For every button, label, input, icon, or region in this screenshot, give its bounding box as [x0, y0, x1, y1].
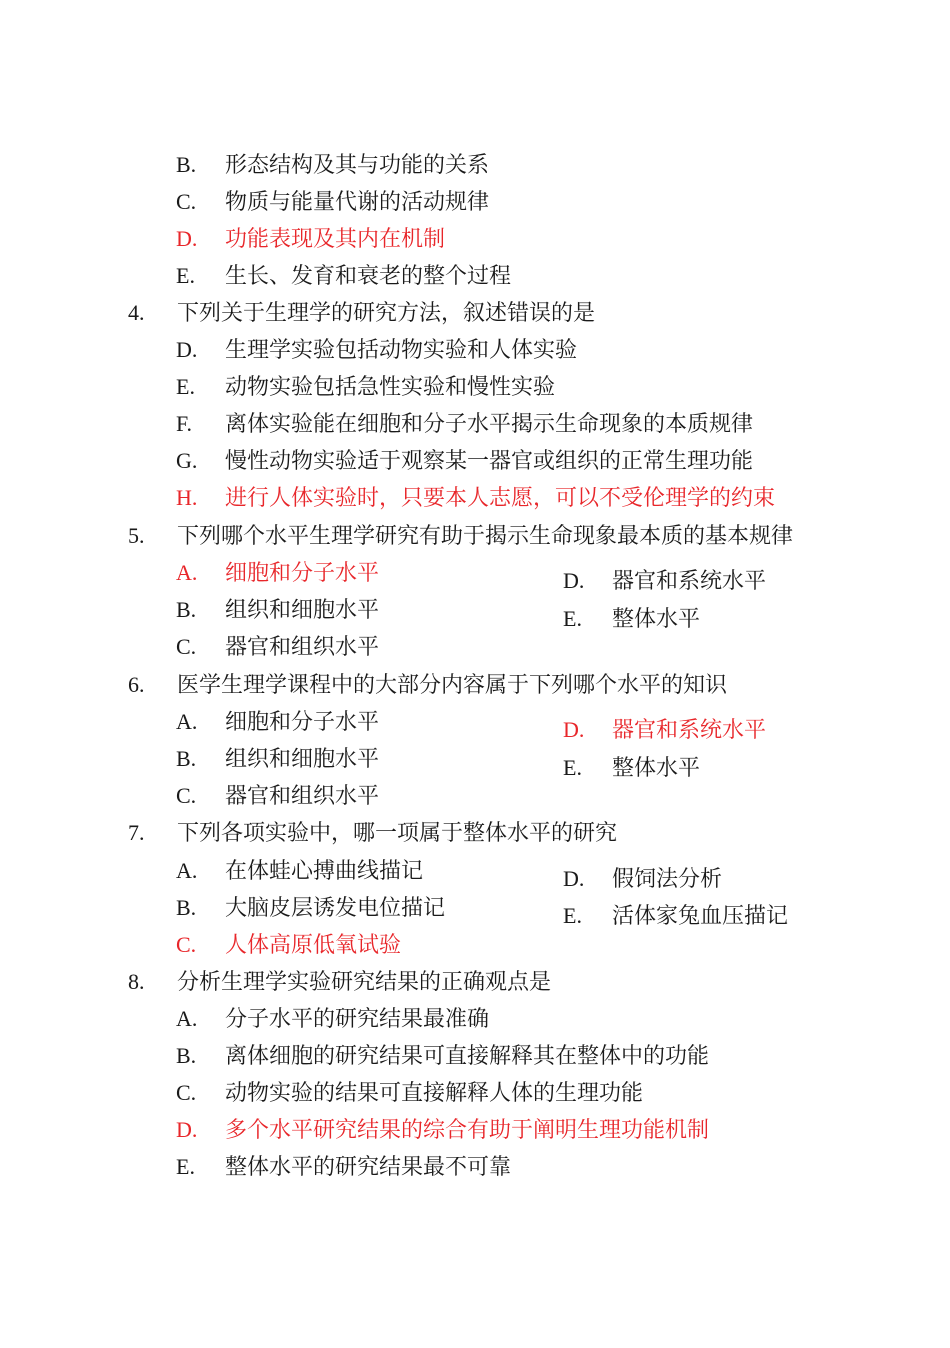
option-letter: D. [176, 226, 198, 251]
option-text: 器官和组织水平 [225, 783, 380, 808]
option-letter: B. [176, 152, 197, 177]
option-text: 功能表现及其内在机制 [225, 226, 446, 251]
option-text: 组织和细胞水平 [225, 746, 380, 771]
option-text: 动物实验包括急性实验和慢性实验 [225, 374, 556, 399]
option-letter: H. [176, 485, 198, 510]
option-text: 大脑皮层诱发电位描记 [225, 895, 446, 920]
option-text: 器官和系统水平 [612, 568, 767, 593]
question-text: 医学生理学课程中的大部分内容属于下列哪个水平的知识 [177, 672, 728, 697]
question-number: 6. [128, 672, 145, 697]
option-letter: E. [176, 1154, 195, 1179]
option-text: 在体蛙心搏曲线描记 [225, 858, 424, 883]
option-letter: B. [176, 1043, 197, 1068]
question-text: 下列哪个水平生理学研究有助于揭示生命现象最本质的基本规律 [177, 523, 794, 548]
option-text: 慢性动物实验适于观察某一器官或组织的正常生理功能 [225, 448, 754, 473]
option-text: 器官和系统水平 [612, 717, 767, 742]
option-letter: F. [176, 411, 192, 436]
option-text: 离体实验能在细胞和分子水平揭示生命现象的本质规律 [225, 411, 754, 436]
question-number: 7. [128, 820, 145, 845]
question-number: 5. [128, 523, 145, 548]
option-text: 器官和组织水平 [225, 634, 380, 659]
option-letter: E. [176, 263, 195, 288]
option-text: 组织和细胞水平 [225, 597, 380, 622]
option-text: 形态结构及其与功能的关系 [225, 152, 490, 177]
question-text: 下列各项实验中，哪一项属于整体水平的研究 [177, 820, 618, 845]
option-letter: D. [563, 717, 585, 742]
option-letter: D. [563, 568, 585, 593]
option-letter: B. [176, 597, 197, 622]
option-letter: E. [563, 755, 582, 780]
question-text: 下列关于生理学的研究方法，叙述错误的是 [177, 300, 596, 325]
option-letter: E. [563, 606, 582, 631]
option-text: 物质与能量代谢的活动规律 [225, 189, 490, 214]
option-text: 整体水平 [612, 755, 701, 780]
option-text: 细胞和分子水平 [225, 709, 380, 734]
option-text: 整体水平 [612, 606, 701, 631]
option-text: 细胞和分子水平 [225, 560, 380, 585]
option-letter: A. [176, 709, 198, 734]
option-letter: B. [176, 746, 197, 771]
option-text: 离体细胞的研究结果可直接解释其在整体中的功能 [225, 1043, 710, 1068]
option-text: 分子水平的研究结果最准确 [225, 1006, 490, 1031]
option-letter: C. [176, 634, 197, 659]
option-text: 动物实验的结果可直接解释人体的生理功能 [225, 1080, 644, 1105]
option-letter: B. [176, 895, 197, 920]
option-letter: E. [176, 374, 195, 399]
option-text: 多个水平研究结果的综合有助于阐明生理功能机制 [225, 1117, 710, 1142]
option-letter: C. [176, 189, 197, 214]
option-text: 生理学实验包括动物实验和人体实验 [225, 337, 578, 362]
option-text: 活体家兔血压描记 [612, 903, 789, 928]
option-text: 假饲法分析 [612, 866, 723, 891]
option-text: 进行人体实验时，只要本人志愿，可以不受伦理学的约束 [225, 485, 776, 510]
option-letter: C. [176, 1080, 197, 1105]
option-letter: D. [176, 337, 198, 362]
question-text: 分析生理学实验研究结果的正确观点是 [177, 969, 552, 994]
question-number: 8. [128, 969, 145, 994]
option-letter: C. [176, 932, 197, 957]
option-text: 人体高原低氧试验 [225, 932, 402, 957]
option-letter: A. [176, 1006, 198, 1031]
option-letter: D. [176, 1117, 198, 1142]
option-letter: G. [176, 448, 198, 473]
option-letter: A. [176, 560, 198, 585]
option-letter: D. [563, 866, 585, 891]
option-letter: E. [563, 903, 582, 928]
question-number: 4. [128, 300, 145, 325]
option-letter: A. [176, 858, 198, 883]
option-text: 整体水平的研究结果最不可靠 [225, 1154, 512, 1179]
option-letter: C. [176, 783, 197, 808]
option-text: 生长、发育和衰老的整个过程 [225, 263, 512, 288]
